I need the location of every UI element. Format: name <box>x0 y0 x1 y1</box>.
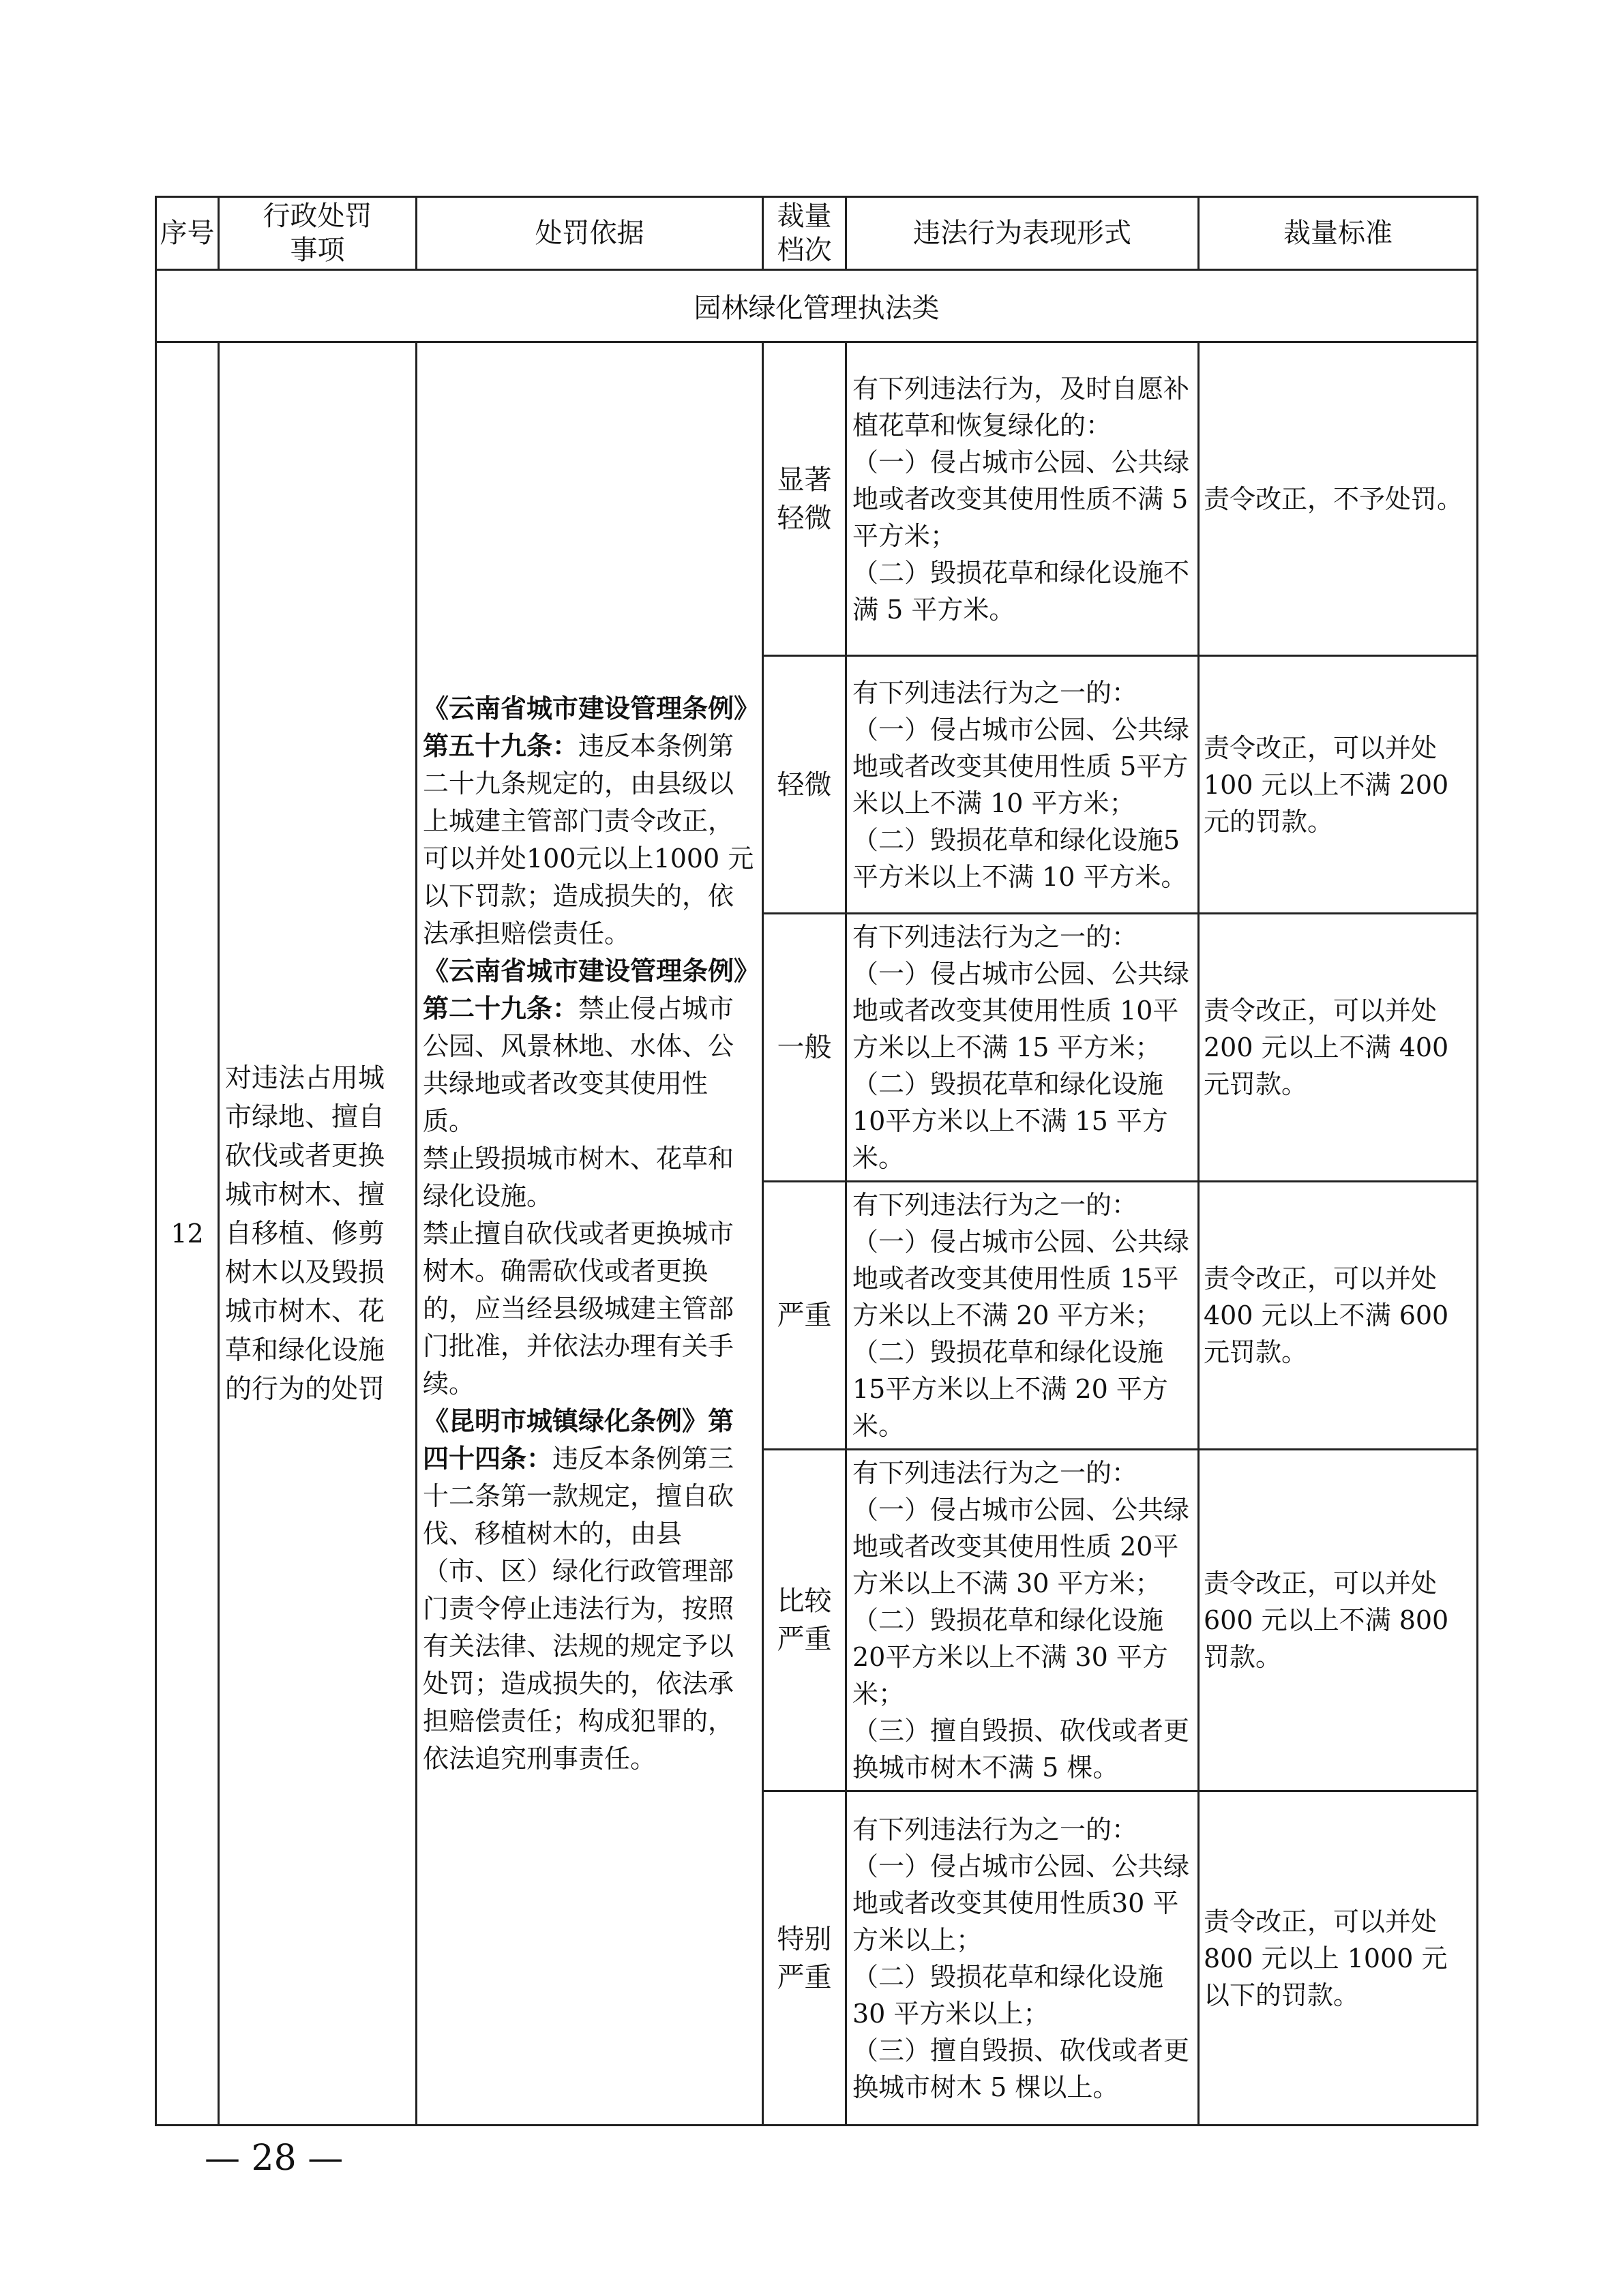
form-cell: 有下列违法行为之一的： （一）侵占城市公园、公共绿地或者改变其使用性质 5平方米以上不满 10 平方米； （二）毁损花草和绿化设施5 平方米以上不满 10 平方米。 <box>846 656 1199 914</box>
form-cell: 有下列违法行为之一的： （一）侵占城市公园、公共绿地或者改变其使用性质 20平方米以上不满 30 平方米； （二）毁损花草和绿化设施 20平方米以上不满 30 平方米； （三）擅自毁损、砍伐或者更换城市树木不满 5 棵。 <box>846 1450 1199 1791</box>
standard-cell: 责令改正，不予处罚。 <box>1199 342 1478 656</box>
level-cell: 比较严重 <box>763 1450 846 1791</box>
level-cell: 一般 <box>763 914 846 1182</box>
standard-cell: 责令改正，可以并处600 元以上不满 800 罚款。 <box>1199 1450 1478 1791</box>
basis-paragraph: 《云南省城市建设管理条例》第二十九条：禁止侵占城市公园、风景林地、水体、公共绿地或者改变其使用性质。 <box>423 955 747 1136</box>
form-cell: 有下列违法行为，及时自愿补植花草和恢复绿化的： （一）侵占城市公园、公共绿地或者改变其使用性质不满 5 平方米； （二）毁损花草和绿化设施不满 5 平方米。 <box>846 342 1199 656</box>
level-cell: 轻微 <box>763 656 846 914</box>
level-cell: 严重 <box>763 1182 846 1450</box>
header-form: 违法行为表现形式 <box>846 197 1199 270</box>
level-cell: 特别严重 <box>763 1791 846 2126</box>
standard-cell: 责令改正，可以并处400 元以上不满 600 元罚款。 <box>1199 1182 1478 1450</box>
basis-paragraph: 《昆明市城镇绿化条例》第四十四条：违反本条例第三十二条第一款规定，擅自砍伐、移植树木的，由县（市、区）绿化行政管理部门责令停止违法行为，按照有关法律、法规的规定予以处罚；造成损失的，依法承担赔偿责任；构成犯罪的，依法追究刑事责任。 <box>423 1405 734 1774</box>
penalty-table <box>155 196 1478 2126</box>
table-row <box>156 342 1478 656</box>
form-cell: 有下列违法行为之一的： （一）侵占城市公园、公共绿地或者改变其使用性质 15平方米以上不满 20 平方米； （二）毁损花草和绿化设施 15平方米以上不满 20 平方米。 <box>846 1182 1199 1450</box>
page-number: — 28 — <box>205 2138 344 2179</box>
form-cell: 有下列违法行为之一的： （一）侵占城市公园、公共绿地或者改变其使用性质30 平方米以上； （二）毁损花草和绿化设施30 平方米以上； （三）擅自毁损、砍伐或者更换城市树木 5 棵以上。 <box>846 1791 1199 2126</box>
standard-cell: 责令改正，可以并处100 元以上不满 200 元的罚款。 <box>1199 656 1478 914</box>
basis-paragraph: 禁止擅自砍伐或者更换城市树木。确需砍伐或者更换的，应当经县级城建主管部门批准，并依法办理有关手续。 <box>423 1218 734 1399</box>
header-seq: 序号 <box>156 197 219 270</box>
standard-cell: 责令改正，可以并处800 元以上 1000 元以下的罚款。 <box>1199 1791 1478 2126</box>
level-cell: 显著轻微 <box>763 342 846 656</box>
section-row <box>156 270 1478 342</box>
header-standard: 裁量标准 <box>1199 197 1478 270</box>
record-seq: 12 <box>156 342 219 2126</box>
standard-cell: 责令改正，可以并处200 元以上不满 400 元罚款。 <box>1199 914 1478 1182</box>
header-item: 行政处罚事项 <box>219 197 417 270</box>
form-cell: 有下列违法行为之一的： （一）侵占城市公园、公共绿地或者改变其使用性质 10平方米以上不满 15 平方米； （二）毁损花草和绿化设施 10平方米以上不满 15 平方米。 <box>846 914 1199 1182</box>
header-level: 裁量档次 <box>763 197 846 270</box>
basis-paragraph: 禁止毁损城市树木、花草和绿化设施。 <box>423 1143 734 1211</box>
record-basis <box>417 342 763 2126</box>
basis-paragraph: 《云南省城市建设管理条例》第五十九条：违反本条例第二十九条规定的，由县级以上城建主管部门责令改正，可以并处100元以上1000 元以下罚款；造成损失的，依法承担赔偿责任。 <box>423 693 754 949</box>
record-item: 对违法占用城市绿地、擅自砍伐或者更换城市树木、擅自移植、修剪树木以及毁损城市树木、花草和绿化设施的行为的处罚 <box>219 342 417 2126</box>
header-basis: 处罚依据 <box>417 197 763 270</box>
section-title: 园林绿化管理执法类 <box>156 270 1478 342</box>
table-header-row <box>156 197 1478 270</box>
